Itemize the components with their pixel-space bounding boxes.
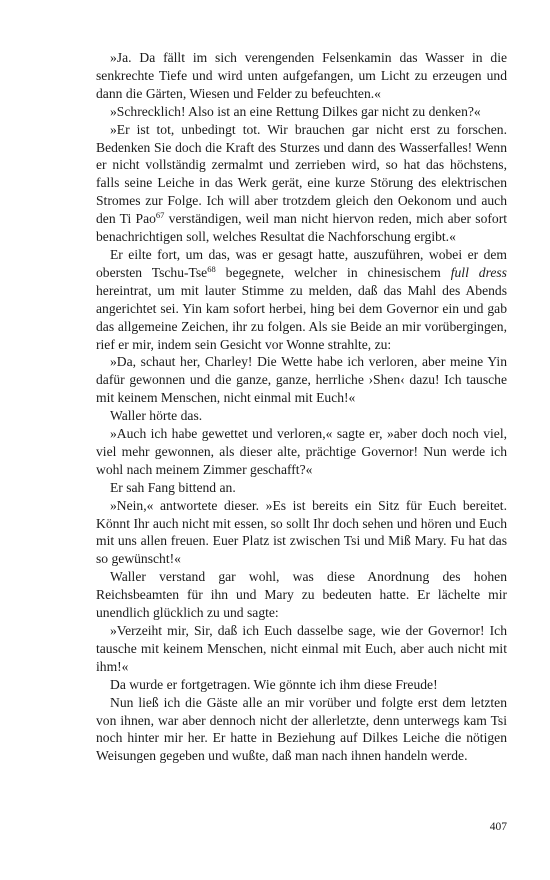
paragraph-text: »Er ist tot, unbedingt tot. Wir brauchen gar nicht erst zu forschen. Bedenken Sie doch die Kraft des Sturzes und dann des Wasserfalles! Wenn er nicht vollständig zermalmt und zerrieben wird, so hat das höchstens, falls seine Leiche in das Werk gerät, eine kurze Störung des elektrischen Stromes zur Folge. Ich will aber trotzdem gleich den Oekonom und auch den Ti Pao <box>96 121 507 227</box>
paragraph: Waller hörte das. <box>110 408 203 424</box>
page-text-block <box>96 49 507 765</box>
italic-phrase: full dress <box>450 264 507 280</box>
page-number: 407 <box>489 821 507 833</box>
paragraph-text: hereintrat, um mit lauter Stimme zu melden, daß das Mahl des Abends angerichtet sei. Yin kam sofort herbei, hing bei dem Governor ein und gab das allgemeine Zeichen, ihr zu folgen. Als sie Beide an mir vorübergingen, rief er mir, indem sein Gesicht vor Wonne strahlte, zu: <box>96 282 507 352</box>
paragraph: Nun ließ ich die Gäste alle an mir vorüber und folgte erst dem letzten von ihnen, war aber dennoch nicht der allerletzte, denn unterwegs kam Tsi noch hinter mir her. Er hatte in Beziehung auf Dilkes Leiche die nötigen Weisungen gegeben und wußte, daß man nach ihnen handeln werde. <box>96 694 507 764</box>
paragraph: »Ja. Da fällt im sich verengenden Felsenkamin das Wasser in die senkrechte Tiefe und wird unten aufgefangen, um Licht zu erzeugen und dann die Gärten, Wiesen und Felder zu befeuchten.« <box>96 50 507 101</box>
paragraph: Waller verstand gar wohl, was diese Anordnung des hohen Reichsbeamten für ihn und Mary zu bedeuten hatte. Er lächelte mir unendlich glücklich zu und sagte: <box>96 569 507 621</box>
paragraph <box>96 246 507 353</box>
paragraph: »Schrecklich! Also ist an eine Rettung Dilkes gar nicht zu denken?« <box>110 103 481 119</box>
footnote-marker[interactable]: 68 <box>207 263 216 274</box>
paragraph-text: begegnete, welcher in chinesischem <box>215 264 451 280</box>
paragraph: »Verzeiht mir, Sir, daß ich Euch dasselbe sage, wie der Governor! Ich tausche mit keinem Menschen, nicht einmal mit Euch, aber auch nicht mit ihm!« <box>96 623 507 674</box>
paragraph: »Da, schaut her, Charley! Die Wette habe ich verloren, aber meine Yin dafür gewonnen und die ganze, ganze, herrliche ›Shen‹ dazu! Ich tausche mit keinem Menschen, nicht einmal mit Euch!« <box>96 354 507 406</box>
paragraph: »Nein,« antwortete dieser. »Es ist bereits ein Sitz für Euch bereitet. Könnt Ihr auch nicht mit essen, so sollt Ihr doch sehen und hören und Euch mit uns allen freuen. Euer Platz ist zwischen Tsi und Miß Mary. Fu hat das so gewünscht!« <box>96 497 507 567</box>
paragraph-text: verständigen, weil man nicht hiervon reden, mich aber sofort benachrichtigen soll, welches Resultat die Nachforschung ergibt.« <box>96 211 508 245</box>
paragraph: »Auch ich habe gewettet und verloren,« sagte er, »aber doch noch viel, viel mehr gewonnen, als dieser alte, prächtige Governor! Nun werde ich wohl nach meinem Zimmer geschafft?« <box>96 426 507 477</box>
paragraph: Er sah Fang bittend an. <box>110 479 236 495</box>
paragraph <box>96 121 507 246</box>
paragraph-text: Er eilte fort, um das, was er gesagt hatte, auszuführen, wobei er dem obersten Tschu-Tse <box>96 246 507 280</box>
footnote-marker[interactable]: 67 <box>155 210 165 221</box>
paragraph: Da wurde er fortgetragen. Wie gönnte ich ihm diese Freude! <box>110 676 438 692</box>
